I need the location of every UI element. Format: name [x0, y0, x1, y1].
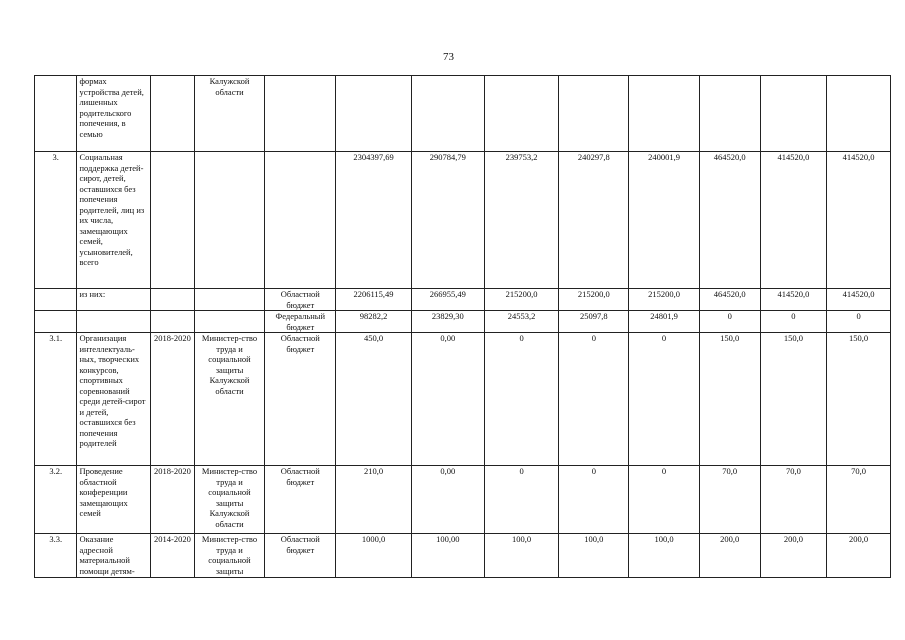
executor-cell — [194, 152, 265, 289]
row-number-cell: 3.3. — [35, 534, 77, 578]
executor-cell — [194, 289, 265, 311]
table-row — [35, 466, 891, 534]
amount-cell — [559, 76, 629, 152]
executor-cell: Министер-ство труда и социальной защиты Калужской области — [194, 466, 265, 534]
table-row — [35, 311, 891, 333]
amount-cell: 70,0 — [699, 466, 760, 534]
funding-source-cell — [265, 152, 336, 289]
amount-cell: 98282,2 — [336, 311, 412, 333]
page-number: 73 — [443, 51, 454, 63]
amount-cell: 215200,0 — [559, 289, 629, 311]
amount-cell: 414520,0 — [827, 289, 891, 311]
row-number-cell: 3.1. — [35, 333, 77, 466]
period-cell — [151, 311, 194, 333]
executor-cell — [194, 311, 265, 333]
amount-cell: 25097,8 — [559, 311, 629, 333]
table-row — [35, 534, 891, 578]
amount-cell — [336, 76, 412, 152]
amount-cell: 240001,9 — [629, 152, 700, 289]
amount-cell: 100,0 — [559, 534, 629, 578]
amount-cell: 414520,0 — [760, 289, 827, 311]
amount-cell: 2304397,69 — [336, 152, 412, 289]
amount-cell: 24553,2 — [484, 311, 559, 333]
activity-name-cell: формах устройства детей, лишенных родительского попечения, в семью — [77, 76, 151, 152]
activity-name-cell — [77, 311, 151, 333]
amount-cell: 266955,49 — [411, 289, 484, 311]
amount-cell — [629, 76, 700, 152]
amount-cell: 150,0 — [699, 333, 760, 466]
period-cell — [151, 289, 194, 311]
amount-cell: 200,0 — [827, 534, 891, 578]
amount-cell: 464520,0 — [699, 152, 760, 289]
amount-cell: 70,0 — [760, 466, 827, 534]
executor-cell: Министер-ство труда и социальной защиты Калужской области — [194, 333, 265, 466]
amount-cell: 0 — [760, 311, 827, 333]
activity-name-cell: из них: — [77, 289, 151, 311]
row-number-cell: 3. — [35, 152, 77, 289]
amount-cell: 150,0 — [760, 333, 827, 466]
funding-source-cell: Областной бюджет — [265, 289, 336, 311]
row-number-cell — [35, 76, 77, 152]
period-cell: 2018-2020 — [151, 466, 194, 534]
table-row — [35, 333, 891, 466]
amount-cell: 0,00 — [411, 466, 484, 534]
amount-cell: 100,0 — [629, 534, 700, 578]
amount-cell: 2206115,49 — [336, 289, 412, 311]
funding-source-cell: Областной бюджет — [265, 534, 336, 578]
amount-cell: 0 — [484, 333, 559, 466]
funding-source-cell: Областной бюджет — [265, 333, 336, 466]
amount-cell — [484, 76, 559, 152]
amount-cell: 0 — [629, 466, 700, 534]
amount-cell: 450,0 — [336, 333, 412, 466]
amount-cell: 239753,2 — [484, 152, 559, 289]
funding-source-cell: Областной бюджет — [265, 466, 336, 534]
amount-cell — [411, 76, 484, 152]
amount-cell: 240297,8 — [559, 152, 629, 289]
table-row — [35, 152, 891, 289]
amount-cell: 414520,0 — [760, 152, 827, 289]
period-cell — [151, 76, 194, 152]
table-row — [35, 289, 891, 311]
amount-cell: 0 — [827, 311, 891, 333]
amount-cell: 200,0 — [699, 534, 760, 578]
row-number-cell — [35, 289, 77, 311]
activity-name-cell: Социальная поддержка детей-сирот, детей, оставшихся без попечения родителей, лиц из их числа, замещающих семей, усыновителей, всего — [77, 152, 151, 289]
amount-cell: 215200,0 — [484, 289, 559, 311]
amount-cell: 0,00 — [411, 333, 484, 466]
amount-cell: 1000,0 — [336, 534, 412, 578]
table-row — [35, 76, 891, 152]
funding-source-cell — [265, 76, 336, 152]
period-cell: 2014-2020 — [151, 534, 194, 578]
executor-cell: Министер-ство труда и социальной защиты — [194, 534, 265, 578]
amount-cell: 464520,0 — [699, 289, 760, 311]
amount-cell: 100,00 — [411, 534, 484, 578]
row-number-cell — [35, 311, 77, 333]
amount-cell: 215200,0 — [629, 289, 700, 311]
period-cell — [151, 152, 194, 289]
amount-cell: 0 — [559, 333, 629, 466]
amount-cell: 210,0 — [336, 466, 412, 534]
budget-table — [34, 75, 891, 578]
amount-cell: 23829,30 — [411, 311, 484, 333]
amount-cell: 24801,9 — [629, 311, 700, 333]
amount-cell: 414520,0 — [827, 152, 891, 289]
amount-cell: 70,0 — [827, 466, 891, 534]
amount-cell: 290784,79 — [411, 152, 484, 289]
executor-cell: Калужской области — [194, 76, 265, 152]
funding-source-cell: Федеральный бюджет — [265, 311, 336, 333]
amount-cell — [760, 76, 827, 152]
amount-cell: 0 — [484, 466, 559, 534]
amount-cell: 150,0 — [827, 333, 891, 466]
amount-cell: 100,0 — [484, 534, 559, 578]
amount-cell: 0 — [699, 311, 760, 333]
amount-cell — [699, 76, 760, 152]
amount-cell — [827, 76, 891, 152]
activity-name-cell: Проведение областной конференции замещающих семей — [77, 466, 151, 534]
amount-cell: 200,0 — [760, 534, 827, 578]
row-number-cell: 3.2. — [35, 466, 77, 534]
amount-cell: 0 — [559, 466, 629, 534]
activity-name-cell: Оказание адресной материальной помощи детям- — [77, 534, 151, 578]
amount-cell: 0 — [629, 333, 700, 466]
activity-name-cell: Организация интеллектуаль-ных, творческих конкурсов, спортивных соревнований среди детей-сирот и детей, оставшихся без попечения родителей — [77, 333, 151, 466]
period-cell: 2018-2020 — [151, 333, 194, 466]
